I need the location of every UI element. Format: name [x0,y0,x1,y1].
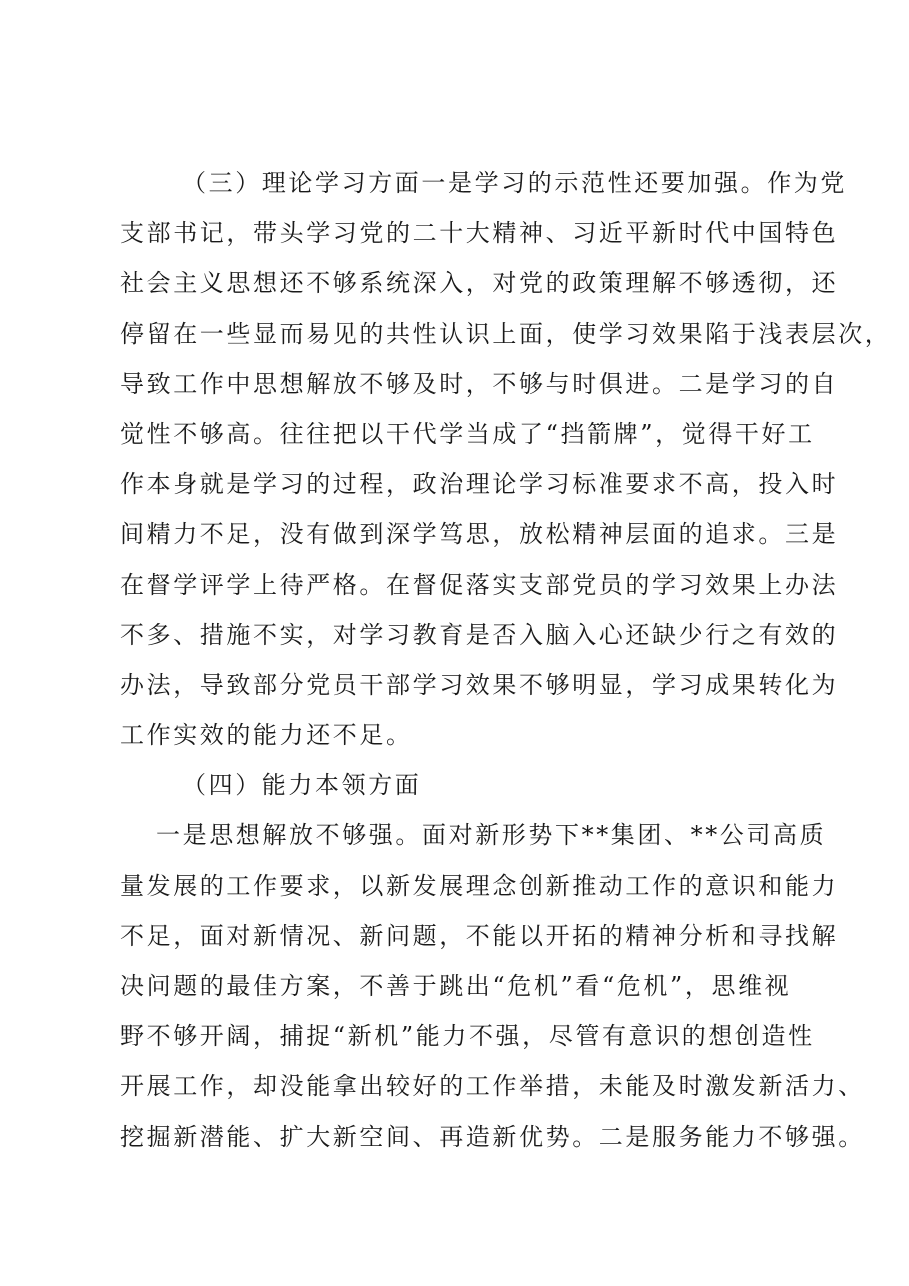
paragraph-line: 社会主义思想还不够系统深入，对党的政策理解不够透彻，还 [120,269,839,298]
paragraph-line: 工作实效的能力还不足。 [120,721,413,750]
paragraph-line: 量发展的工作要求，以新发展理念创新推动工作的意识和能力 [120,871,839,900]
paragraph-line: 不多、措施不实，对学习教育是否入脑入心还缺少行之有效的 [120,620,839,649]
document-body [120,158,892,1162]
paragraph-line: 开展工作，却没能拿出较好的工作举措，未能及时激发新活力、 [120,1072,865,1101]
paragraph-line: 不足，面对新情况、新问题，不能以开拓的精神分析和寻找解 [120,921,839,950]
section-heading: （四）能力本领方面 [182,771,422,800]
paragraph-line: 在督学评学上待严格。在督促落实支部党员的学习效果上办法 [120,570,839,599]
paragraph-line: 挖掘新潜能、扩大新空间、再造新优势。二是服务能力不够强。 [120,1122,865,1151]
paragraph-line: 觉性不够高。往往把以干代学当成了“挡箭牌”，觉得干好工 [120,419,815,448]
paragraph-line: 作本身就是学习的过程，政治理论学习标准要求不高，投入时 [120,470,839,499]
paragraph-line: 间精力不足，没有做到深学笃思，放松精神层面的追求。三是 [120,520,839,549]
paragraph-line: 一是思想解放不够强。面对新形势下**集团、**公司高质 [156,821,827,850]
paragraph-line: （三）理论学习方面一是学习的示范性还要加强。作为党 [182,169,847,197]
paragraph-line: 停留在一些显而易见的共性认识上面，使学习效果陷于浅表层次， [120,319,892,348]
paragraph-line: 导致工作中思想解放不够及时，不够与时俱进。二是学习的自 [120,369,839,398]
paragraph-line: 支部书记，带头学习党的二十大精神、习近平新时代中国特色 [120,219,839,248]
paragraph-line: 野不够开阔，捕捉“新机”能力不强，尽管有意识的想创造性 [120,1022,815,1051]
paragraph-line: 决问题的最佳方案，不善于跳出“危机”看“危机”，思维视 [120,972,792,1000]
paragraph-line: 办法，导致部分党员干部学习效果不够明显，学习成果转化为 [120,670,839,699]
